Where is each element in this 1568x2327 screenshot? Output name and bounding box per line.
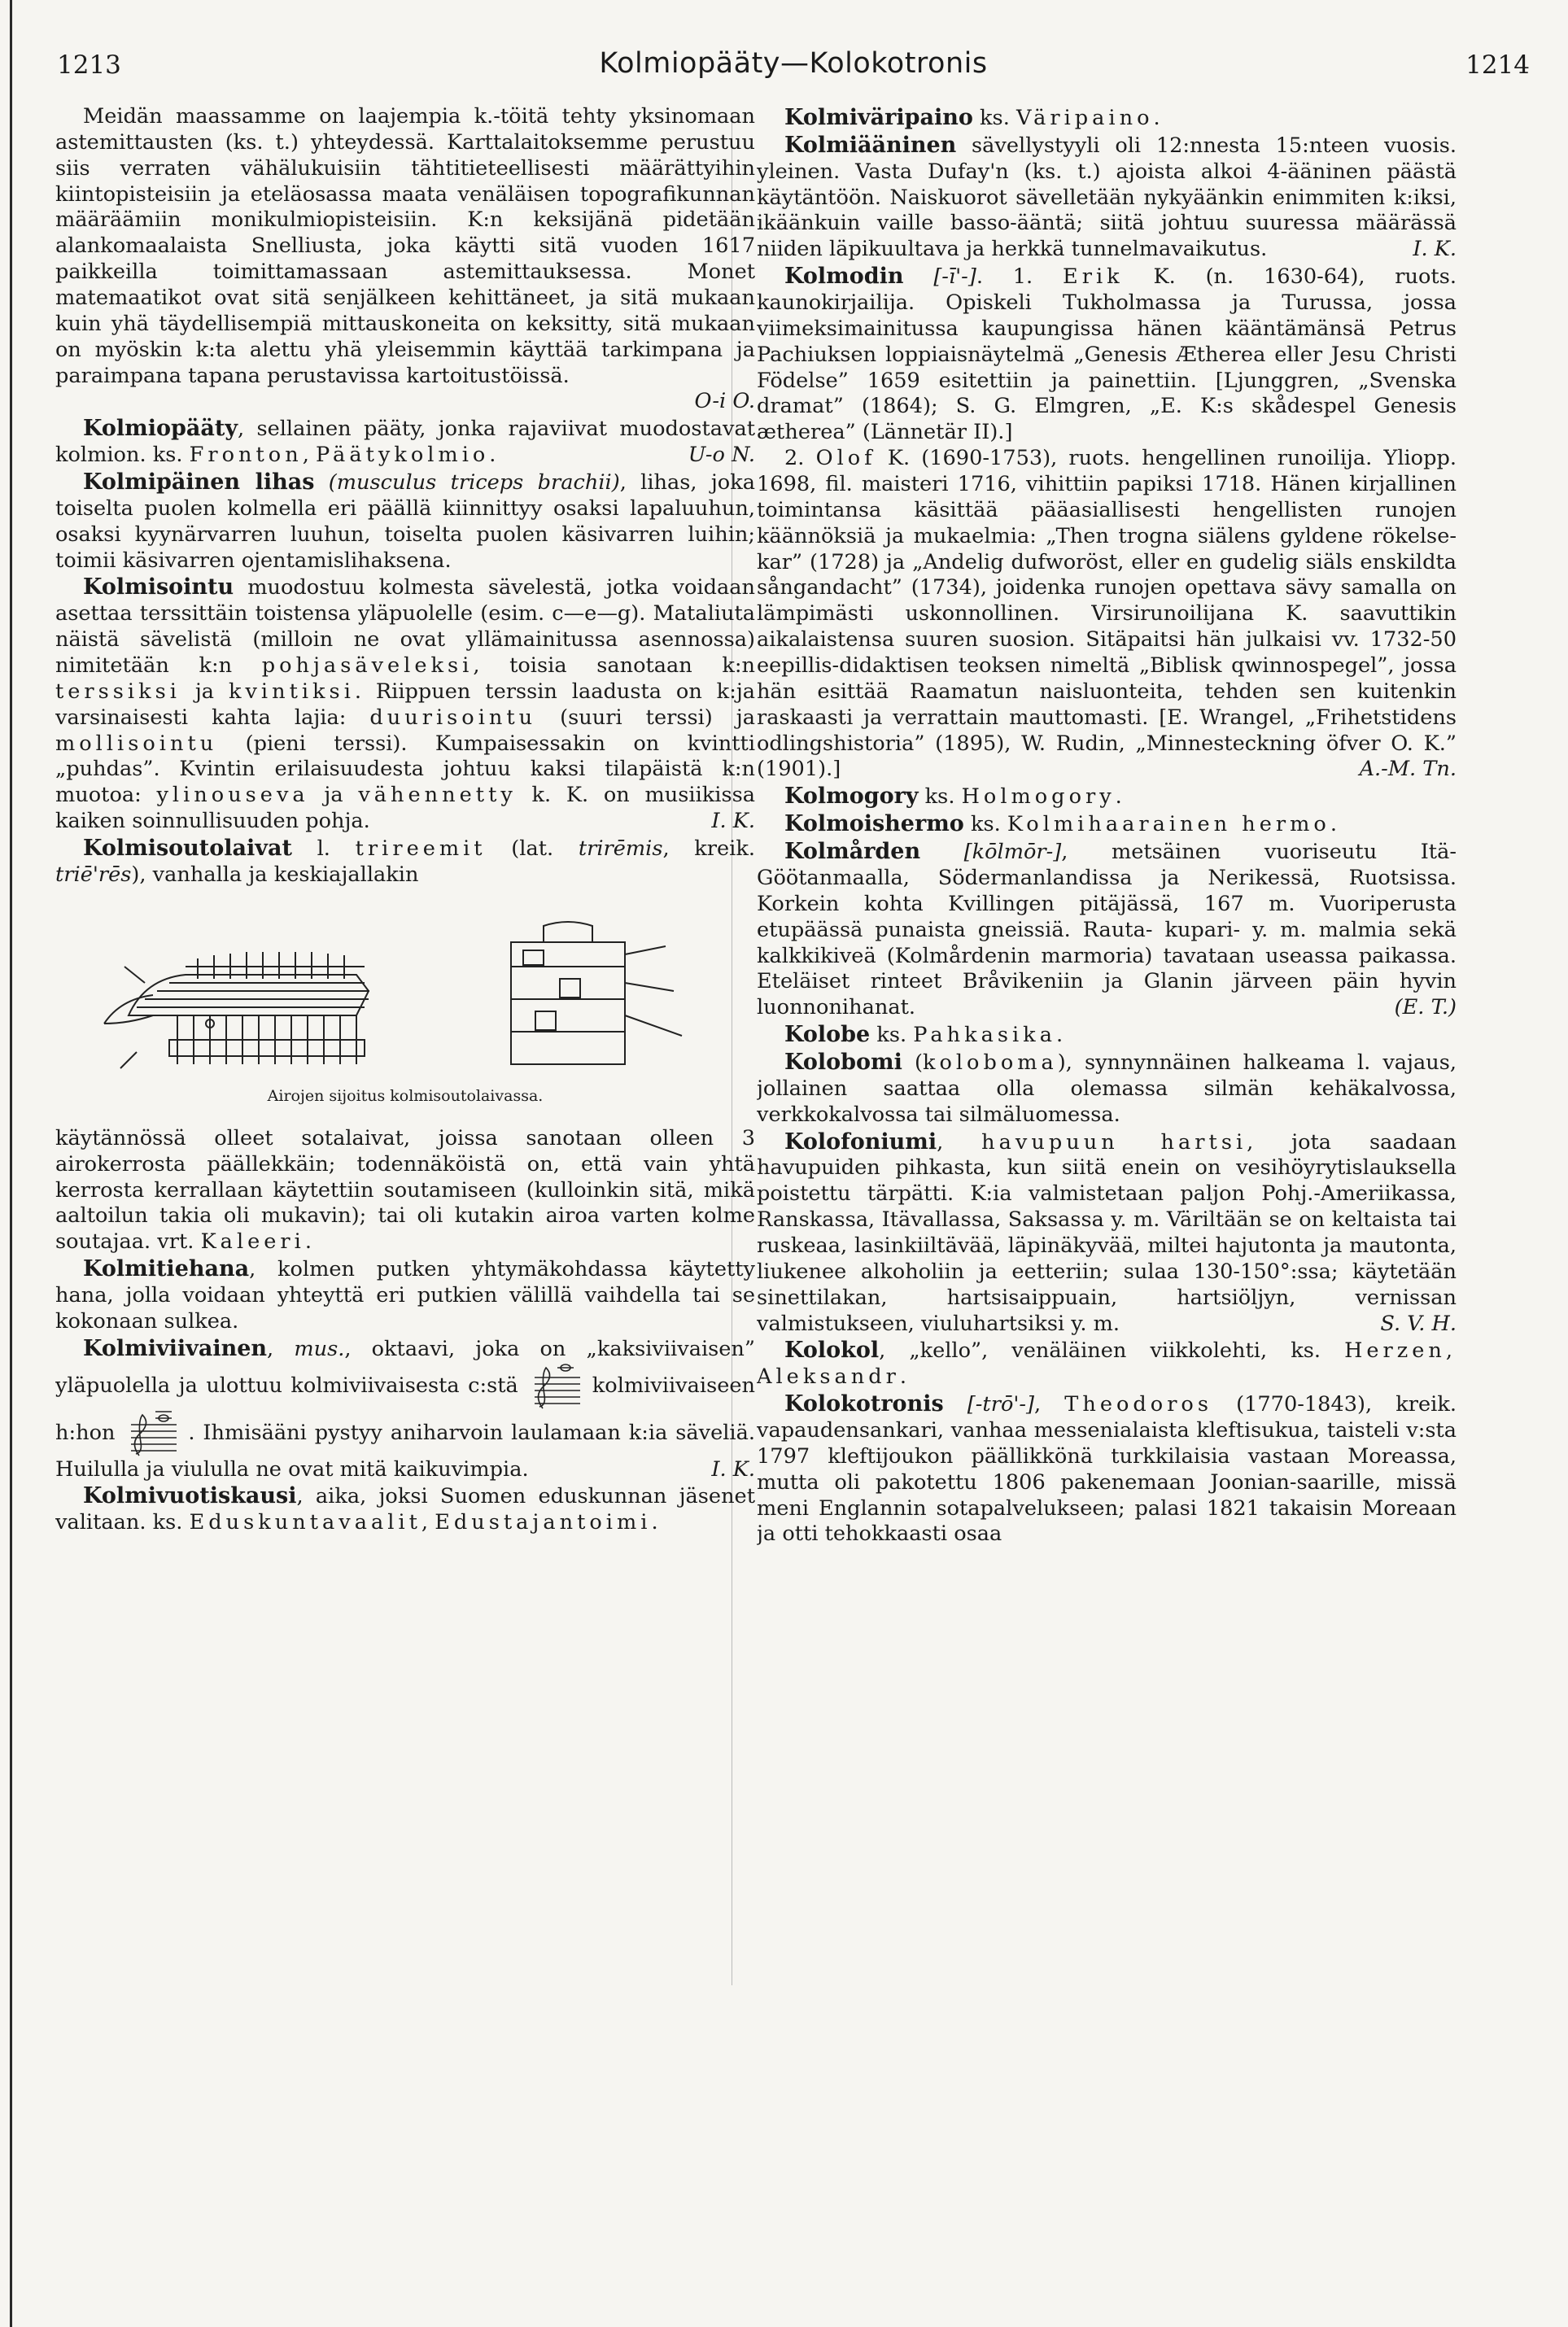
page-title: Kolmiopääty—Kolokotronis [599, 47, 988, 80]
right-column [757, 104, 1457, 2301]
headword: Kolokotronis [784, 1391, 944, 1417]
entry-kolobomi: Kolobomi (koloboma), synnynnäinen halkeama l. vajaus, jollainen saattaa olla olemassa silmän kehäkalvossa, verkkokalvossa tai silmäluomessa. [757, 1049, 1457, 1127]
signature: I. K. [1413, 237, 1457, 262]
headword: Kolmipäinen lihas [83, 469, 315, 496]
page-number-right: 1214 [1465, 50, 1530, 80]
cross-ref: Edustajantoimi [435, 1510, 652, 1535]
entry-kolmivuotiskausi: Kolmivuotiskausi, aika, joksi Suomen eduskunnan jäsenet valitaan. ks. Eduskuntavaalit, Edustajantoimi. [55, 1483, 755, 1535]
headword: Kolmivuotiskausi [83, 1483, 297, 1509]
stern-lines [120, 967, 145, 1068]
headword: Kolokol [784, 1338, 880, 1364]
entry-kolmitiehana: Kolmitiehana, kolmen putken yhtymäkohdassa käytetty hana, jolla voidaan yhteyttä eri putkien välillä vaihdella tai se kokonaan sulkea. [55, 1256, 755, 1334]
entry-kolmivaripaino: Kolmiväripaino ks. Väripaino. [784, 105, 1160, 130]
cross-ref: Eduskuntavaalit [189, 1510, 421, 1535]
entry-kolmiopaaty: Kolmiopääty, sellainen pääty, jonka rajaviivat muodostavat kolmion. ks. Fronton, Päätykolmio. U-o N. [55, 416, 755, 468]
signature: (E. T.) [1394, 995, 1457, 1020]
entry-kolokotronis: Kolokotronis [-trō'-], Theodoros (1770-1843), kreik. vapaudensankari, vanhaa messenialaista kleftisukua, taisteli v:sta 1797 kleftijoukon päällikkönä turkkilaisia vastaan Moreassa, mutta oli pakotettu 1806 pakenemaan Joonian-saarille, missä meni Englannin sotapalvelukseen; palasi 1821 takaisin Moreaan ja otti tehokkaasti osaa [757, 1391, 1457, 1547]
signature: O-i O. [694, 389, 755, 414]
entry-continuation: Meidän maassamme on laajempia k.-töitä tehty yksinomaan astemittausten (ks. t.) yhteydessä. Karttalaitoksemme perustuu siis verraten vähälukuisiin tähtitieteellisesti määrättyihin kiintopisteisiin ja eteläosassa maata venäläisen topografikunnan määräämiin monikulmiopisteisiin. K:n keksijänä pidetään alankomaalaista Snelliusta, joka käytti sitä vuoden 1617 paikkeilla toimittamassaan astemittauksessa. Monet matemaatikot ovat sitä senjälkeen kehittäneet, ja sitä mukaan kuin yhä täydellisempiä mittauskoneita on keksitty, sitä mukaan on myöskin k:ta alettu yhä yleisemmin käyttää tarkimpana ja paraimpana tapana perustavissa kartoitustöissä. [55, 104, 755, 388]
entry-kolmipainen-lihas: Kolmipäinen lihas (musculus triceps brachii), lihas, joka toiselta puolen kolmella eri päällä kiinnittyy osaksi lapaluuhun, osaksi kyynärvarren luuhun, toiselta puolen käsivarren luihin; toimii käsivarren ojentamislihaksena. [55, 469, 755, 573]
headword: Kolmodin [784, 264, 904, 290]
headword: Kolofoniumi [784, 1129, 937, 1155]
entry-kolmiaaninen: Kolmiääninen sävellystyyli oli 12:nnesta 15:nteen vuosis. yleinen. Vasta Dufay'n (ks. t.) ajoista alkoi 4-ääninen päästä käytäntöön. Naiskuorot sävelletään nykyäänkin enimmiten k:iksi, ikäänkuin vaille basso-ääntä; siitä johtuu suuressa määrässä niiden läpikuultava ja herkkä tunnelmavaikutus. I. K. [757, 132, 1457, 262]
headword: Kolobomi [784, 1049, 902, 1075]
signature: A.-M. Tn. [1359, 757, 1457, 782]
headword: Kolobe [784, 1022, 871, 1048]
entry-kolmisoutolaivat-cont: käytännössä olleet sotalaivat, joissa sanotaan olleen 3 airokerrosta päällekkäin; todennäköistä on, että vain yhtä kerrosta kerrallaan käytettiin soutamiseen (kulloinkin sitä, mikä aaltoilun takia oli mukavin); tai oli kutakin airoa varten kolme soutajaa. vrt. Kaleeri. [55, 1125, 755, 1255]
headword: Kolmisointu [83, 574, 234, 600]
cross-ref: Pahkasika [913, 1023, 1056, 1048]
section-decks [511, 967, 625, 1032]
headword: Kolmogory [784, 784, 919, 810]
entry-kolmogory: Kolmogory ks. Holmogory. [784, 784, 1122, 810]
cross-ref: Herzen, Aleksandr [757, 1338, 1457, 1390]
entry-kolmodin-2: 2. Olof K. (1690-1753), ruots. hengellinen runoilija. Yliopp. 1698, fil. maisteri 1716, vihittiin papiksi 1718. Hänen kirjallinen toimintansa käsittää pääasiallisesti hengellisten runojen käännöksiä ja mukaelmia: „Then trogna siälens gyldene rökelse-kar” (1728) ja „Andelig dufworöst, eller en gudelig siäls enskildta sångandacht” (1734), joidenka runojen opettava sävy samalla on lämpimästi uskonnollinen. Virsirunoilijana K. saavuttikin aikalaistensa suuren suosion. Sitäpaitsi hän julkaisi vv. 1732-50 eepillis-didaktisen teoksen nimeltä „Biblisk qwinnospegel”, jossa hän esittää Raamatun naisluonteita, tehden sen kuitenkin raskaasti ja verrattain mauttomasti. [E. Wrangel, „Frihetstidens odlingshistoria” (1895), W. Rudin, „Minnesteckning öfver O. K.” (1901).] A.-M. Tn. [757, 446, 1457, 782]
scan-edge-line [10, 0, 12, 2327]
lower-deck [169, 1040, 365, 1056]
entry-kolmoishermo: Kolmoishermo ks. Kolmihaarainen hermo. [784, 811, 1337, 837]
headword: Kolmitiehana [83, 1256, 250, 1282]
figure-caption: Airojen sijoitus kolmisoutolaivassa. [267, 1086, 544, 1105]
headword: Kolmården [784, 839, 921, 865]
section-outline [511, 942, 625, 1064]
entry-kolofoniumi: Kolofoniumi, havupuun hartsi, jota saadaan havupuiden pihkasta, kun siitä enein on vesihöyrytislauksella poistettu tärpätti. K:ia valmistetaan paljon Pohj.-Ameriikassa, Ranskassa, Itävallassa, Saksassa y. m. Väriltään se on keltaista tai ruskeaa, lasinkiiltävää, läpinäkyvää, miltei hajutonta ja mautonta, liukenee alkoholiin ja eetteriin; sulaa 130-150°:ssa; käytetään sinettilakan, hartsisaippuain, hartsiöljyn, vernissan valmistukseen, viuluhartsiksi y. m. S. V. H. [757, 1129, 1457, 1336]
signature: I. K. [711, 1456, 755, 1482]
hull-planks [137, 983, 369, 1007]
signature: S. V. H. [1380, 1311, 1457, 1336]
entry-kolmisointu: Kolmisointu muodostuu kolmesta sävelestä, jotka voidaan asettaa terssittäin toistensa yläpuolelle (esim. c—e—g). Mataliuta näistä sävelistä (milloin ne ovat yllämainitussa asennossa) nimitetään k:n pohjasäveleksi, toisia sanotaan k:n terssiksi ja kvintiksi. Riippuen terssin laadusta on k:ja varsinaisesti kahta lajia: duurisointu (suuri terssi) ja mollisointu (pieni terssi). Kumpaisessakin on kvintti „puhdas”. Kvintin erilaisuudesta johtuu kaksi tilapäistä k:n muotoa: ylinouseva ja vähennetty k. K. on musiikissa kaiken soinnullisuuden pohja. I. K. [55, 574, 755, 834]
section-rower-figure [544, 922, 592, 942]
signature: I. K. [711, 809, 755, 834]
entry-kolmodin: Kolmodin [-ī'-]. 1. Erik K. (n. 1630-64), ruots. kaunokirjailija. Opiskeli Tukholmassa ja Turussa, jossa viimeksimainitussa kaupungissa hänen kääntämänsä Petrus Pachiuksen loppiaisnäytelmä „Genesis Ætherea eller Jesu Christi Födelse” 1659 esitettiin ja painettiin. [Ljunggren, „Svenska dramat” (1864); S. G. Elmgren, „E. K:s skådespel Genesis ætherea” (Lännetär II).] [757, 264, 1457, 445]
headword: Kolmisoutolaivat [83, 836, 292, 862]
page-number-left: 1213 [57, 50, 121, 80]
cross-ref: Fronton [189, 443, 303, 468]
cross-ref: Kolmihaarainen hermo [1007, 812, 1330, 837]
trireme-oar-figure [55, 902, 755, 1115]
headword: Kolmiviivainen [83, 1335, 268, 1361]
treble-staff-b-icon [123, 1410, 180, 1457]
rower-benches [523, 950, 580, 1030]
page-header [57, 47, 1530, 99]
cross-ref: Holmogory [961, 784, 1116, 810]
hull-outline [129, 975, 369, 1015]
cross-ref: Väripaino [1015, 106, 1154, 130]
section-oars [625, 946, 682, 1036]
headword: Kolmiopääty [83, 416, 238, 442]
cross-ref: Kaleeri [200, 1229, 305, 1255]
treble-staff-c-icon [526, 1363, 583, 1410]
entry-kolmisoutolaivat: Kolmisoutolaivat l. trireemit (lat. trirēmis, kreik. triē'rēs), vanhalla ja keskiajallakin [55, 836, 755, 887]
latin-term: (musculus triceps brachii) [328, 470, 620, 496]
entry-kolmarden: Kolmården [kōlmōr-], metsäinen vuoriseutu Itä-Göötanmaalla, Södermanlandissa ja Nerikessä, Ruotsissa. Korkein kohta Kvillingen pitäjässä, 167 m. Vuoriperusta etupäässä punaista gneissiä. Rauta- kupari- y. m. malmia sekä kalkkikiveä (Kolmårdenin marmoria) tavataan useassa paikassa. Eteläiset rinteet Bråvikeniin ja Glanin järveen päin hyvin luonnonihanat. (E. T.) [757, 839, 1457, 1020]
trireme-diagram [55, 902, 755, 1089]
headword: Kolmiääninen [784, 132, 957, 158]
cross-ref: Päätykolmio [315, 443, 490, 468]
entry-kolmiviivainen: Kolmiviivainen, mus., oktaavi, joka on „kaksiviivaisen” yläpuolella ja ulottuu kolmiviivaisesta c:stä kolmiviivaiseen h:hon . Ihmisääni pystyy aniharvoin laulamaan k:ia säveliä. Huilulla ja viululla ne ovat mitä kaikuvimpia. I. K. [55, 1335, 755, 1482]
entry-kolobe: Kolobe ks. Pahkasika. [784, 1022, 1064, 1048]
headword: Kolmoishermo [784, 811, 964, 837]
signature: U-o N. [688, 443, 755, 468]
headword: Kolmiväripaino [784, 105, 973, 130]
left-column [55, 104, 755, 2301]
entry-kolokol: Kolokol, „kello”, venäläinen viikkolehti, ks. Herzen, Aleksandr. [757, 1338, 1457, 1390]
